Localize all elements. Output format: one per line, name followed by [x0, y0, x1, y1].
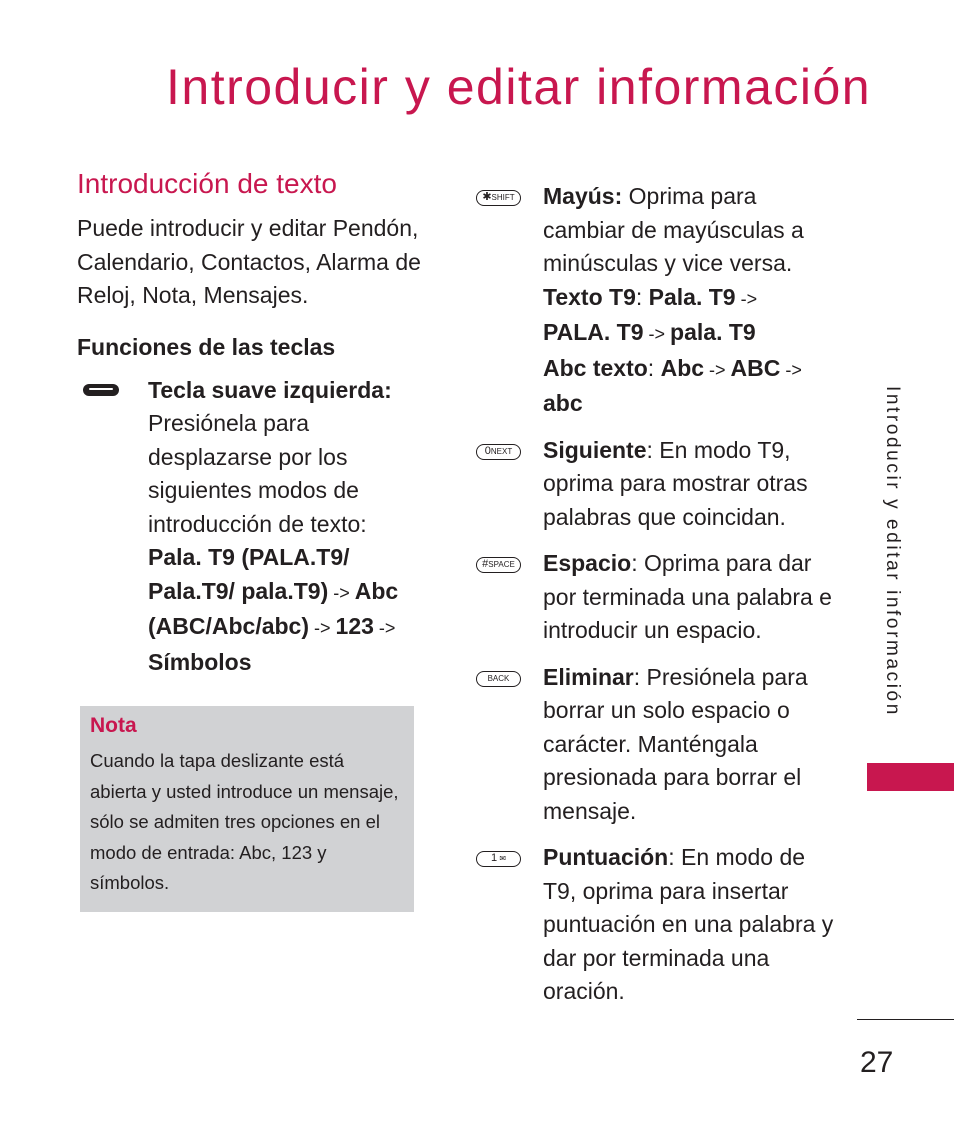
- star-glyph: ✱: [482, 191, 492, 203]
- left-soft-key-icon: [83, 384, 119, 396]
- mode-123: 123: [335, 613, 374, 639]
- key-caption: NEXT: [490, 446, 513, 456]
- key-entry-eliminar: [476, 661, 836, 829]
- key-entry-puntuacion: [476, 841, 836, 1009]
- softkey-label: Tecla suave izquierda:: [148, 376, 392, 403]
- arrow: ->: [373, 618, 396, 638]
- left-column: [77, 168, 422, 679]
- page-title: Introducir y editar información: [166, 59, 872, 115]
- hash-glyph: #: [482, 558, 489, 570]
- siguiente-description: : En modo T9, oprima para mostrar otras palabras que coincidan.: [543, 436, 808, 530]
- arrow: ->: [328, 582, 355, 603]
- one-key-icon: [476, 851, 521, 867]
- key-entry-mayus: [476, 180, 836, 421]
- colon: :: [647, 354, 661, 381]
- side-tab-marker: [867, 763, 954, 791]
- siguiente-label: Siguiente: [543, 436, 647, 463]
- mode-t9: Pala. T9 (PALA.T9/ Pala.T9/ pala.T9): [148, 544, 350, 604]
- note-box: [80, 706, 414, 912]
- intro-paragraph: Puede introducir y editar Pendón, Calendario, Contactos, Alarma de Reloj, Nota, Mensajes.: [77, 215, 421, 308]
- side-tab-label: Introducir y editar información: [882, 386, 903, 717]
- t9-mode-c: pala. T9: [670, 319, 756, 345]
- shift-key-icon: [476, 190, 521, 206]
- note-title: Nota: [90, 714, 137, 737]
- t9-label: Texto T9: [543, 283, 636, 310]
- left-soft-key-entry: [77, 374, 422, 680]
- one-glyph: 1: [490, 852, 498, 864]
- eliminar-label: Eliminar: [543, 663, 634, 690]
- voicemail-glyph: ✉: [499, 854, 507, 863]
- page-number-rule: [857, 1019, 954, 1020]
- puntuacion-description: : En modo de T9, oprima para insertar puntuación en una palabra y dar por terminada una oración.: [543, 844, 834, 1004]
- next-key-icon: [476, 444, 521, 460]
- puntuacion-label: Puntuación: [543, 844, 669, 870]
- key-entry-espacio: [476, 547, 836, 648]
- zero-glyph: 0: [484, 444, 491, 457]
- key-caption: BACK: [487, 673, 510, 683]
- mode-abc: Abc (ABC/Abc/abc): [148, 577, 399, 639]
- mayus-description: Oprima para cambiar de mayúsculas a minúsculas y vice versa.: [543, 183, 804, 276]
- arrow: ->: [643, 324, 671, 344]
- arrow: ->: [780, 359, 802, 380]
- right-column: [476, 180, 836, 1022]
- back-key-icon: [476, 671, 521, 687]
- key-caption: SPACE: [488, 560, 515, 569]
- arrow: ->: [309, 618, 336, 638]
- espacio-label: Espacio: [543, 550, 632, 576]
- arrow: ->: [735, 288, 758, 309]
- t9-mode-b: PALA. T9: [543, 319, 644, 345]
- key-entry-siguiente: [476, 434, 836, 535]
- mayus-label: Mayús:: [543, 183, 623, 209]
- t9-mode-a: Pala. T9: [648, 283, 736, 310]
- eliminar-description: : Presiónela para borrar un solo espacio o carácter. Manténgala presionada para borrar el mensaje.: [543, 663, 808, 824]
- abc-mode-a: Abc: [660, 354, 705, 381]
- functions-heading: Funciones de las teclas: [77, 333, 336, 360]
- space-key-icon: [476, 557, 521, 573]
- abc-mode-b: ABC: [730, 354, 781, 381]
- colon: :: [635, 283, 649, 310]
- espacio-description: : Oprima para dar por terminada una palabra e introducir un espacio.: [543, 550, 832, 643]
- softkey-description: Presiónela para desplazarse por los siguientes modos de introducción de texto:: [148, 410, 367, 537]
- section-heading: Introducción de texto: [77, 168, 337, 199]
- abc-mode-c: abc: [543, 390, 583, 416]
- note-body: Cuando la tapa deslizante está abierta y usted introduce un mensaje, sólo se admiten tres opciones en el modo de entrada: Abc, 123 y símbolos.: [90, 750, 399, 893]
- mode-symbols: Símbolos: [148, 648, 252, 675]
- abc-label: Abc texto: [543, 354, 648, 381]
- arrow: ->: [704, 359, 731, 380]
- key-caption: SHIFT: [491, 193, 515, 202]
- page-number: 27: [860, 1046, 894, 1079]
